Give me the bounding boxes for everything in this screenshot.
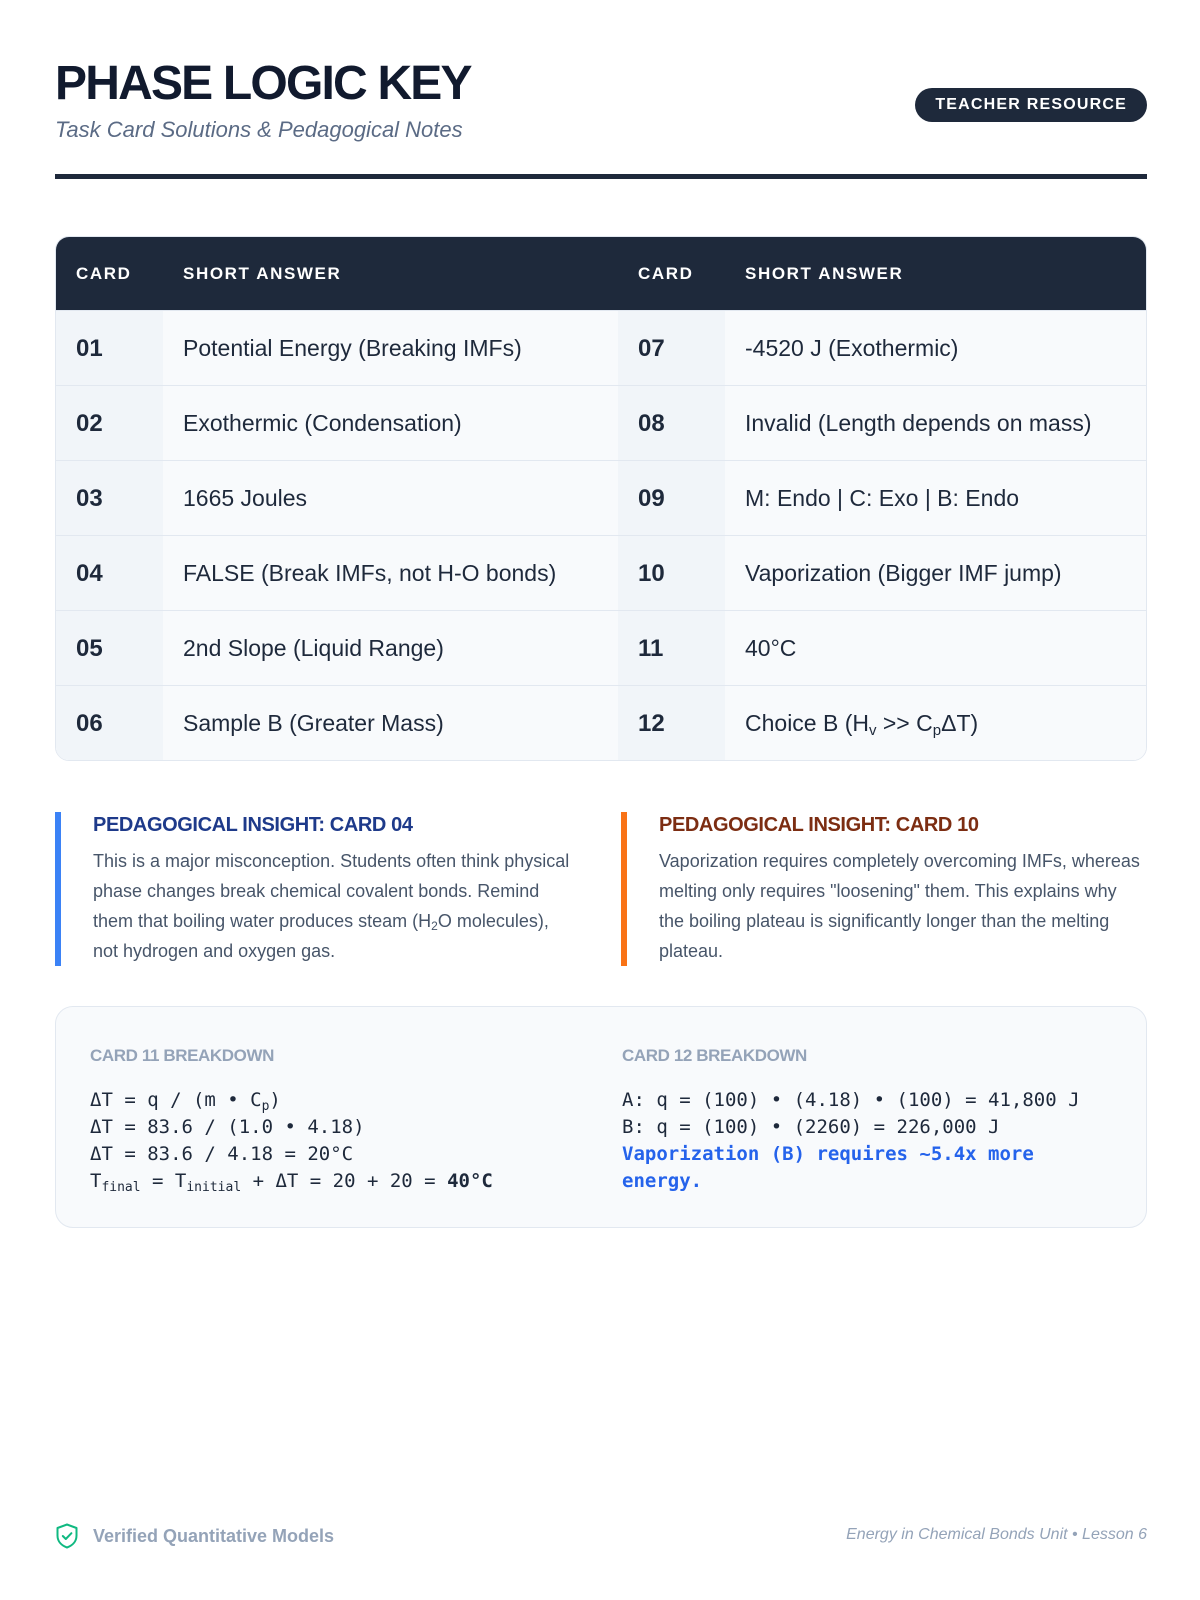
insight-title: PEDAGOGICAL INSIGHT: CARD 04 (93, 814, 413, 836)
page (55, 0, 1147, 1600)
footer-label: Verified Quantitative Models (93, 1525, 335, 1546)
column-header-short-answer: SHORT ANSWER (183, 264, 342, 283)
equation-text: = T (140, 1170, 187, 1192)
table-row (56, 535, 1146, 610)
short-answer: Exothermic (Condensation) (163, 386, 618, 460)
short-answer-card-12 (725, 686, 1146, 760)
short-answer: Potential Energy (Breaking IMFs) (163, 311, 618, 385)
equation-text: + ΔT = 20 + 20 = (241, 1170, 448, 1192)
card-number: 03 (56, 461, 163, 535)
subscript: initial (186, 1180, 242, 1195)
card-number: 06 (56, 686, 163, 760)
short-answer: 1665 Joules (163, 461, 618, 535)
subscript: final (101, 1180, 141, 1195)
equation-text: ΔT = q / (m • C (90, 1089, 262, 1111)
short-answer: Sample B (Greater Mass) (163, 686, 618, 760)
equation-line (90, 1087, 570, 1114)
subscript: v (868, 722, 877, 739)
column-header-card: CARD (638, 264, 694, 283)
table-row (56, 385, 1146, 460)
card-12-breakdown (622, 1045, 1122, 1195)
page-title: PHASE LOGIC KEY (55, 57, 471, 110)
card-number: 05 (56, 611, 163, 685)
column-header-short-answer: SHORT ANSWER (745, 264, 904, 283)
breakdown-title: CARD 12 BREAKDOWN (622, 1046, 807, 1065)
insight-title: PEDAGOGICAL INSIGHT: CARD 10 (659, 814, 979, 836)
equation-result: 40°C (447, 1170, 493, 1192)
card-number: 10 (618, 536, 725, 610)
table-row (56, 685, 1146, 760)
insight-text-part: This is a major misconception. Students often think physical phase changes break chemical covalent bonds. Remind them that boiling water produces steam (H (93, 851, 570, 931)
answer-text: >> C (876, 710, 933, 736)
header (55, 56, 1147, 180)
teacher-resource-badge: TEACHER RESOURCE (915, 88, 1147, 122)
card-number: 07 (618, 311, 725, 385)
card-number: 09 (618, 461, 725, 535)
table-row (56, 460, 1146, 535)
subscript: p (261, 1099, 270, 1114)
table-row (56, 310, 1146, 385)
breakdown-title: CARD 11 BREAKDOWN (90, 1046, 274, 1065)
footer-verified (55, 1522, 334, 1550)
equation-text: ) (269, 1089, 281, 1111)
card-number: 08 (618, 386, 725, 460)
subscript: 2 (431, 919, 438, 933)
short-answer: 2nd Slope (Liquid Range) (163, 611, 618, 685)
table-header-row (56, 237, 1146, 310)
insight-card-04 (55, 812, 575, 966)
equation-line: B: q = (100) • (2260) = 226,000 J (622, 1116, 1000, 1138)
insight-text-part: O molecules), not hydrogen and oxygen gas. (93, 911, 549, 961)
card-11-breakdown (90, 1045, 570, 1195)
breakdown-panel (55, 1006, 1147, 1228)
card-number: 01 (56, 311, 163, 385)
short-answer: Vaporization (Bigger IMF jump) (725, 536, 1146, 610)
short-answer: Invalid (Length depends on mass) (725, 386, 1146, 460)
insight-text (93, 846, 575, 966)
subscript: p (932, 722, 942, 739)
answer-text: Choice B (H (745, 710, 869, 736)
card-number: 11 (618, 611, 725, 685)
card-number: 02 (56, 386, 163, 460)
table-row (56, 610, 1146, 685)
equation-line: A: q = (100) • (4.18) • (100) = 41,800 J (622, 1089, 1080, 1111)
page-subtitle: Task Card Solutions & Pedagogical Notes (55, 117, 463, 142)
short-answer: 40°C (725, 611, 1146, 685)
short-answer: FALSE (Break IMFs, not H-O bonds) (163, 536, 618, 610)
equation-text: T (90, 1170, 102, 1192)
insight-text: Vaporization requires completely overcoming IMFs, whereas melting only requires "loosening" them. This explains why the boiling plateau is significantly longer than the melting plateau. (659, 851, 1140, 961)
answer-key-table (55, 236, 1147, 761)
shield-check-icon (55, 1523, 79, 1549)
card-number: 12 (618, 686, 725, 760)
card-number: 04 (56, 536, 163, 610)
equation-line: ΔT = 83.6 / (1.0 • 4.18) (90, 1116, 365, 1138)
short-answer: -4520 J (Exothermic) (725, 311, 1146, 385)
short-answer: M: Endo | C: Exo | B: Endo (725, 461, 1146, 535)
equation-line: ΔT = 83.6 / 4.18 = 20°C (90, 1143, 354, 1165)
answer-text: ΔT) (941, 710, 979, 736)
insight-card-10 (621, 812, 1141, 966)
equation-line (90, 1168, 570, 1195)
column-header-card: CARD (76, 264, 132, 283)
header-divider (55, 174, 1147, 179)
footer-unit-lesson: Energy in Chemical Bonds Unit • Lesson 6 (846, 1526, 1147, 1543)
breakdown-conclusion: Vaporization (B) requires ~5.4x more energy. (622, 1143, 1034, 1192)
